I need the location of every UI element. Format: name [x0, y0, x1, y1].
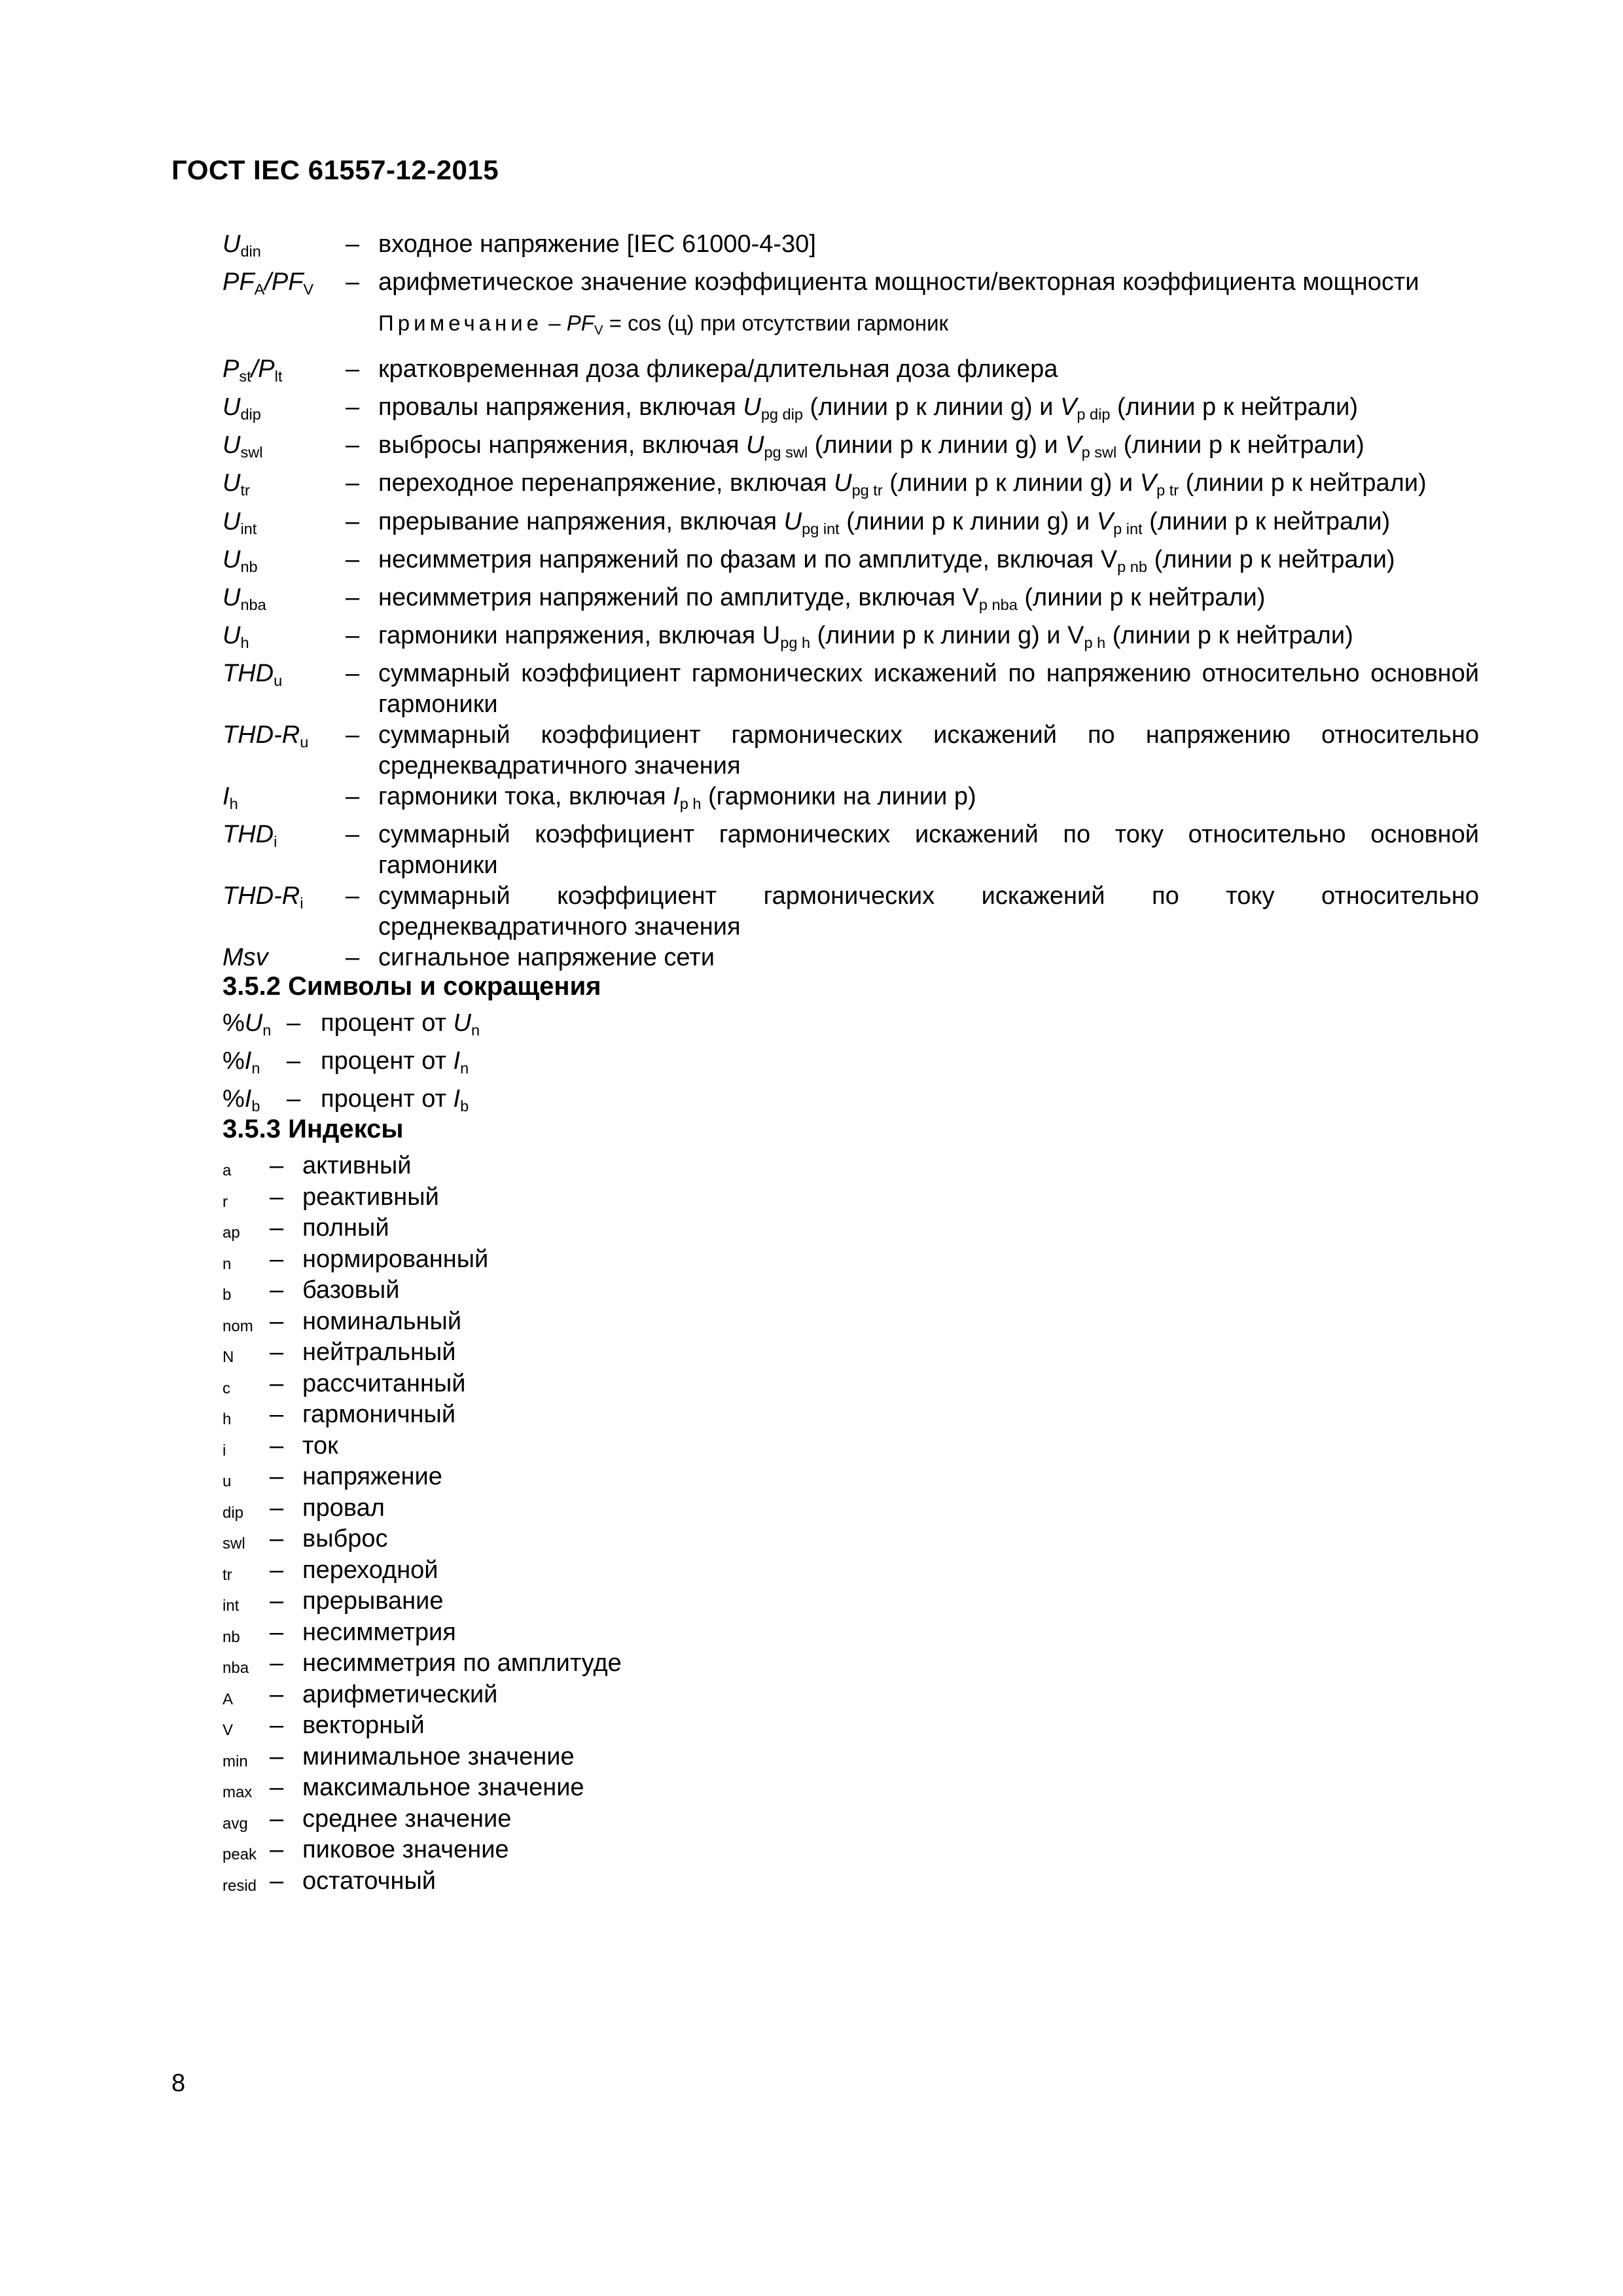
definition-row: $U_{dip}$ – провалы напряжения, включая $U_{pg dip}$ (линии p к линии g) и $V_{p dip}$ (линии p к нейтрали) [223, 392, 1479, 430]
definition-row: $U_{din}$ – входное напряжение [IEC 61000-4-30] [223, 229, 1479, 267]
definition-text: суммарный коэффициент гармонических искажений по напряжению относительно основной гармоники [378, 659, 1479, 718]
definition-row: THD-$R_i$ – суммарный коэффициент гармонических искажений по току относительно среднеквадратичного значения [223, 881, 1479, 942]
list-item: c – рассчитанный [223, 1369, 466, 1397]
list-item: dip – провал [223, 1494, 385, 1522]
list-item: a – активный [223, 1152, 412, 1179]
definition-text: переходное перенапряжение, включая $U_{pg tr}$ (линии p к линии g) и $V_{p tr}$ (линии p к нейтрали) [378, 469, 1427, 499]
definition-symbol: THD-$R_u$ [223, 721, 309, 751]
list-item: min – минимальное значение [223, 1742, 575, 1770]
list-item: A – арифметический [223, 1680, 498, 1708]
indices-list [223, 1151, 622, 1897]
list-item: $\%I_n$ – процент от $I_n$ [223, 1047, 469, 1077]
definition-text: гармоники тока, включая $I_{p h}$ (гармоники на линии p) [378, 782, 976, 812]
list-item: i – ток [223, 1431, 338, 1460]
list-item: nb – несимметрия [223, 1618, 456, 1646]
definition-symbol: THD-$R_i$ [223, 882, 304, 912]
list-item: avg – среднее значение [223, 1804, 512, 1833]
definition-symbol: $U_{swl}$ [223, 431, 263, 461]
page-number: 8 [171, 2070, 186, 2097]
definitions-list [223, 229, 1479, 973]
definition-symbol: Msv [223, 943, 268, 971]
definition-symbol: $U_{int}$ [223, 507, 257, 537]
list-item: swl – выброс [223, 1525, 388, 1552]
note: Примечание – $PF_V = \cos (ц)$ при отсутствии гармоник [378, 311, 948, 338]
definition-row: $THD_u$ – суммарный коэффициент гармонических искажений по напряжению относительно основной гармоники [223, 658, 1479, 720]
definition-symbol: $THD_i$ [223, 820, 277, 850]
definition-row: $U_{tr}$ – переходное перенапряжение, включая $U_{pg tr}$ (линии p к линии g) и $V_{p tr}$ (линии p к нейтрали) [223, 468, 1479, 506]
definition-row: $U_{int}$ – прерывание напряжения, включая $U_{pg int}$ (линии p к линии g) и $V_{p int}$ (линии p к нейтрали) [223, 507, 1479, 545]
definition-symbol: $U_{nba}$ [223, 583, 266, 613]
list-item: max – максимальное значение [223, 1774, 584, 1801]
definition-text: несимметрия напряжений по фазам и по амплитуде, включая $V_{p nb}$ (линии p к нейтрали) [378, 545, 1395, 575]
definition-text: гармоники напряжения, включая $U_{pg h}$ (линии p к линии g) и $V_{p h}$ (линии p к нейтрали) [378, 621, 1353, 651]
definition-symbol: $U_{din}$ [223, 230, 261, 260]
definition-symbol: $U_{dip}$ [223, 393, 261, 423]
definition-symbol: $U_{tr}$ [223, 469, 250, 499]
definition-text: входное напряжение [IEC 61000-4-30] [378, 230, 816, 258]
section-heading-indices: 3.5.3 Индексы [223, 1115, 404, 1143]
symbols-list [223, 1008, 480, 1122]
list-item: nba – несимметрия по амплитуде [223, 1649, 622, 1677]
definition-row: $U_h$ – гармоники напряжения, включая $U_{pg h}$ (линии p к линии g) и $V_{p h}$ (линии p к нейтрали) [223, 620, 1479, 658]
definition-symbol: $U_h$ [223, 621, 249, 651]
list-item: $\%I_b$ – процент от $I_b$ [223, 1085, 469, 1115]
definition-text: провалы напряжения, включая $U_{pg dip}$ (линии p к линии g) и $V_{p dip}$ (линии p к нейтрали) [378, 393, 1358, 423]
definition-symbol: $PF_A/PF_V$ [223, 268, 314, 298]
definition-text: арифметическое значение коэффициента мощности/векторная коэффициента мощности [378, 268, 1419, 296]
definition-row: $P_{st}/P_{lt}$ – кратковременная доза фликера/длительная доза фликера [223, 354, 1479, 392]
list-item: r – реактивный [223, 1183, 439, 1211]
page-title: ГОСТ IEC 61557-12-2015 [171, 154, 499, 185]
list-item: b – базовый [223, 1276, 400, 1304]
definition-text: суммарный коэффициент гармонических искажений по току относительно основной гармоники [378, 820, 1479, 879]
list-item: peak – пиковое значение [223, 1836, 509, 1863]
definition-text: кратковременная доза фликера/длительная доза фликера [378, 355, 1058, 384]
definition-row: $U_{swl}$ – выбросы напряжения, включая $U_{pg swl}$ (линии p к линии g) и $V_{p swl}$ (линии p к нейтрали) [223, 430, 1479, 468]
definition-text: выбросы напряжения, включая $U_{pg swl}$ (линии p к линии g) и $V_{p swl}$ (линии p к нейтрали) [378, 431, 1364, 461]
section-heading-symbols: 3.5.2 Символы и сокращения [223, 972, 601, 1001]
definition-row: $I_h$ – гармоники тока, включая $I_{p h}$ (гармоники на линии p) [223, 781, 1479, 819]
definition-text: несимметрия напряжений по амплитуде, включая $V_{p nba}$ (линии p к нейтрали) [378, 583, 1266, 613]
definition-symbol: $THD_u$ [223, 659, 283, 689]
list-item: $\%U_n$ – процент от $U_n$ [223, 1009, 480, 1039]
definition-text: сигнальное напряжение сети [378, 943, 715, 971]
list-item: N – нейтральный [223, 1338, 456, 1366]
list-item: h – гармоничный [223, 1401, 456, 1428]
list-item: tr – переходной [223, 1556, 438, 1584]
definition-symbol: $P_{st}/P_{lt}$ [223, 355, 283, 386]
definition-symbol: $I_h$ [223, 782, 238, 812]
definition-row: THD-$R_u$ – суммарный коэффициент гармонических искажений по напряжению относительно среднеквадратичного значения [223, 720, 1479, 781]
definition-row: $THD_i$ – суммарный коэффициент гармонических искажений по току относительно основной гармоники [223, 819, 1479, 881]
list-item: n – нормированный [223, 1245, 489, 1273]
definition-row: $U_{nb}$ – несимметрия напряжений по фазам и по амплитуде, включая $V_{p nb}$ (линии p к нейтрали) [223, 545, 1479, 583]
definition-row: $PF_A/PF_V$ – арифметическое значение коэффициента мощности/векторная коэффициента мощности [223, 267, 1479, 305]
list-item: int – прерывание [223, 1587, 444, 1615]
list-item: u – напряжение [223, 1463, 442, 1490]
definition-text: суммарный коэффициент гармонических искажений по напряжению относительно среднеквадратичного значения [378, 721, 1479, 780]
list-item: ap – полный [223, 1214, 389, 1242]
definition-symbol: $U_{nb}$ [223, 545, 258, 575]
list-item: nom – номинальный [223, 1307, 462, 1335]
list-item: resid – остаточный [223, 1867, 437, 1895]
definition-text: прерывание напряжения, включая $U_{pg int}$ (линии p к линии g) и $V_{p int}$ (линии p к нейтрали) [378, 507, 1391, 537]
list-item: V – векторный [223, 1712, 425, 1739]
definition-text: суммарный коэффициент гармонических искажений по току относительно среднеквадратичного значения [378, 882, 1479, 941]
definition-row: $U_{nba}$ – несимметрия напряжений по амплитуде, включая $V_{p nba}$ (линии p к нейтрали) [223, 583, 1479, 620]
definition-row: Msv – сигнальное напряжение сети [223, 942, 1479, 973]
